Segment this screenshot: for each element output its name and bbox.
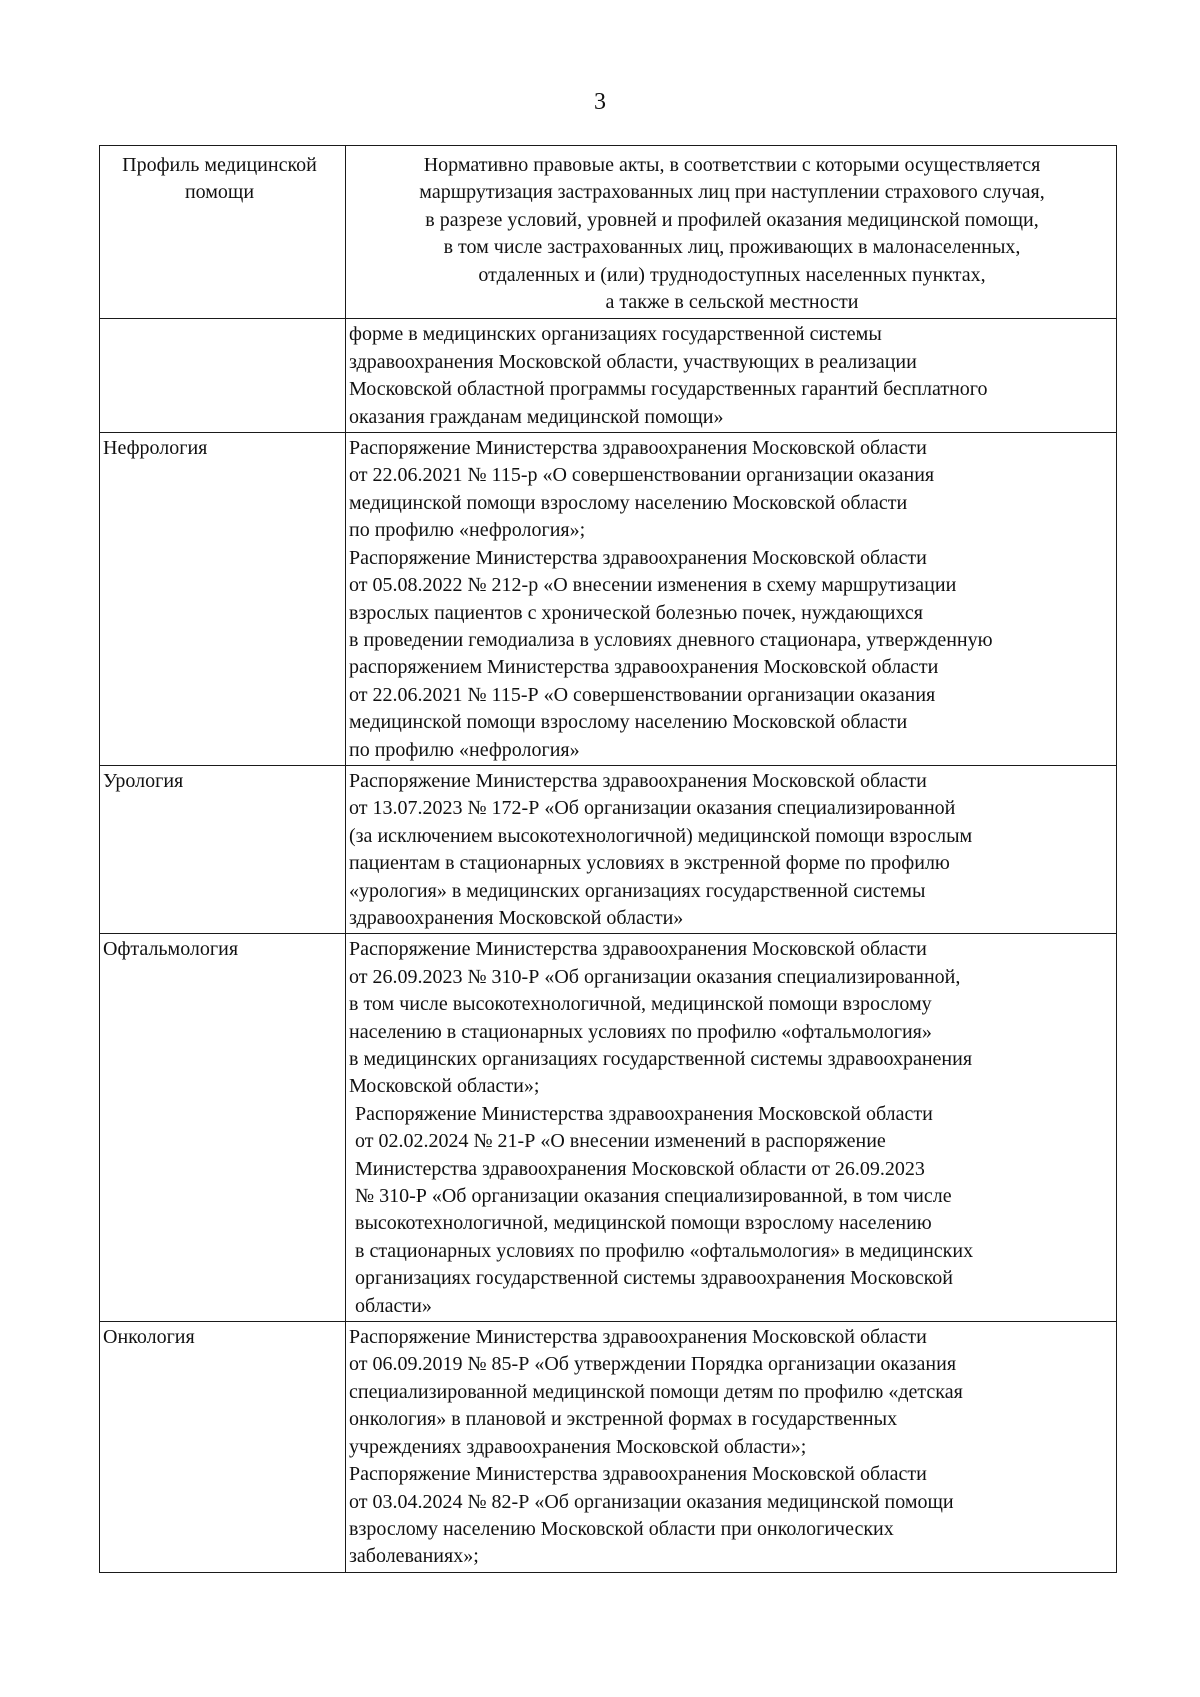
- act-text-line: в медицинских организациях государственной системы здравоохранения: [349, 1048, 973, 1070]
- act-text-line: Распоряжение Министерства здравоохранения Московской области: [349, 546, 927, 569]
- profile-cell: Онкология: [100, 1322, 346, 1573]
- header-line: отдаленных и (или) труднодоступных населенных пунктах,: [478, 263, 986, 286]
- act-text-line: (за исключением высокотехнологичной) медицинской помощи взрослым: [349, 824, 973, 847]
- header-line: Профиль медицинской: [122, 154, 317, 176]
- table-body: [100, 319, 1117, 1572]
- act-text-line: заболеваниях»;: [349, 1545, 479, 1568]
- routing-acts-table: [99, 145, 1117, 1573]
- act-text-line: здравоохранения Московской области, участвующих в реализации: [349, 350, 917, 373]
- act-text-line: в проведении гемодиализа в условиях дневного стационара, утвержденную: [349, 628, 993, 651]
- header-line: а также в сельской местности: [605, 291, 859, 314]
- act-text-line: «урология» в медицинских организациях государственной системы: [349, 879, 926, 902]
- header-line: в разрезе условий, уровней и профилей оказания медицинской помощи,: [425, 208, 1039, 231]
- profile-cell: [100, 319, 346, 433]
- act-text-line: по профилю «нефрология»;: [349, 519, 586, 542]
- act-text-line: в том числе высокотехнологичной, медицинской помощи взрослому: [349, 993, 932, 1016]
- acts-cell: [346, 765, 1117, 933]
- act-text-line: форме в медицинских организациях государственной системы: [349, 323, 882, 346]
- act-text-line: от 06.09.2019 № 85-Р «Об утверждении Порядка организации оказания: [349, 1353, 957, 1376]
- act-text-line: Распоряжение Министерства здравоохранения Московской области: [355, 1102, 933, 1125]
- header-profile-column: [100, 146, 346, 319]
- act-text-line: Распоряжение Министерства здравоохранения Московской области: [349, 437, 927, 460]
- act-text-line: пациентам в стационарных условиях в экстренной форме по профилю: [349, 852, 950, 875]
- act-text-line: взрослому населению Московской области при онкологических: [349, 1517, 894, 1540]
- act-text-line: высокотехнологичной, медицинской помощи взрослому населению: [355, 1212, 932, 1235]
- act-text-line: Московской областной программы государственных гарантий бесплатного: [349, 378, 988, 401]
- header-line: маршрутизация застрахованных лиц при наступлении страхового случая,: [419, 181, 1045, 204]
- acts-cell: [346, 319, 1117, 433]
- act-text-line: Распоряжение Министерства здравоохранения Московской области: [349, 938, 927, 961]
- act-text-line: от 05.08.2022 № 212-р «О внесении изменения в схему маршрутизации: [349, 574, 957, 597]
- act-text-line: от 02.02.2024 № 21-Р «О внесении изменений в распоряжение: [355, 1130, 886, 1153]
- act-text-line: от 13.07.2023 № 172-Р «Об организации оказания специализированной: [349, 797, 956, 820]
- act-text-line: взрослых пациентов с хронической болезнью почек, нуждающихся: [349, 601, 923, 624]
- act-text-line: медицинской помощи взрослому населению Московской области: [349, 711, 908, 734]
- header-line: в том числе застрахованных лиц, проживающих в малонаселенных,: [443, 236, 1021, 259]
- page-number: 3: [594, 89, 606, 115]
- header-acts-column: [346, 146, 1117, 319]
- acts-cell: [346, 433, 1117, 766]
- act-text-line: распоряжением Министерства здравоохранения Московской области: [349, 656, 939, 679]
- act-text-line: от 22.06.2021 № 115-Р «О совершенствовании организации оказания: [349, 683, 936, 706]
- act-text-line: от 22.06.2021 № 115-р «О совершенствовании организации оказания: [349, 464, 935, 487]
- act-text-line: онкология» в плановой и экстренной формах в государственных: [349, 1408, 898, 1431]
- table-row: [100, 934, 1117, 1322]
- table-row: [100, 765, 1117, 933]
- act-text-line: учреждениях здравоохранения Московской области»;: [349, 1435, 807, 1458]
- profile-cell: Урология: [100, 765, 346, 933]
- act-text-line: по профилю «нефрология»: [349, 738, 580, 761]
- profile-cell: Офтальмология: [100, 934, 346, 1322]
- act-text-line: Московской области»;: [349, 1075, 540, 1098]
- act-text-line: Распоряжение Министерства здравоохранения Московской области: [349, 1326, 927, 1349]
- act-text-line: специализированной медицинской помощи детям по профилю «детская: [349, 1380, 963, 1403]
- act-text-line: организациях государственной системы здравоохранения Московской: [355, 1267, 954, 1290]
- profile-cell: Нефрология: [100, 433, 346, 766]
- table-row: [100, 319, 1117, 433]
- acts-cell: [346, 1322, 1117, 1573]
- act-text-line: Распоряжение Министерства здравоохранения Московской области: [349, 769, 927, 792]
- act-text-line: № 310-Р «Об организации оказания специализированной, в том числе: [355, 1185, 952, 1208]
- act-text-line: от 03.04.2024 № 82-Р «Об организации оказания медицинской помощи: [349, 1490, 954, 1513]
- header-line: Нормативно правовые акты, в соответствии с которыми осуществляется: [423, 154, 1041, 176]
- act-text-line: здравоохранения Московской области»: [349, 906, 684, 929]
- act-text-line: оказания гражданам медицинской помощи»: [349, 405, 724, 428]
- table-header-row: [100, 146, 1117, 319]
- act-text-line: Министерства здравоохранения Московской области от 26.09.2023: [355, 1157, 925, 1180]
- act-text-line: населению в стационарных условиях по профилю «офтальмология»: [349, 1020, 932, 1043]
- header-line: помощи: [184, 181, 255, 204]
- table-row: [100, 433, 1117, 766]
- act-text-line: медицинской помощи взрослому населению Московской области: [349, 491, 908, 514]
- act-text-line: в стационарных условиях по профилю «офтальмология» в медицинских: [355, 1239, 974, 1262]
- acts-cell: [346, 934, 1117, 1322]
- act-text-line: от 26.09.2023 № 310-Р «Об организации оказания специализированной,: [349, 965, 961, 988]
- act-text-line: Распоряжение Министерства здравоохранения Московской области: [349, 1463, 927, 1486]
- act-text-line: области»: [355, 1294, 432, 1317]
- table-row: [100, 1322, 1117, 1573]
